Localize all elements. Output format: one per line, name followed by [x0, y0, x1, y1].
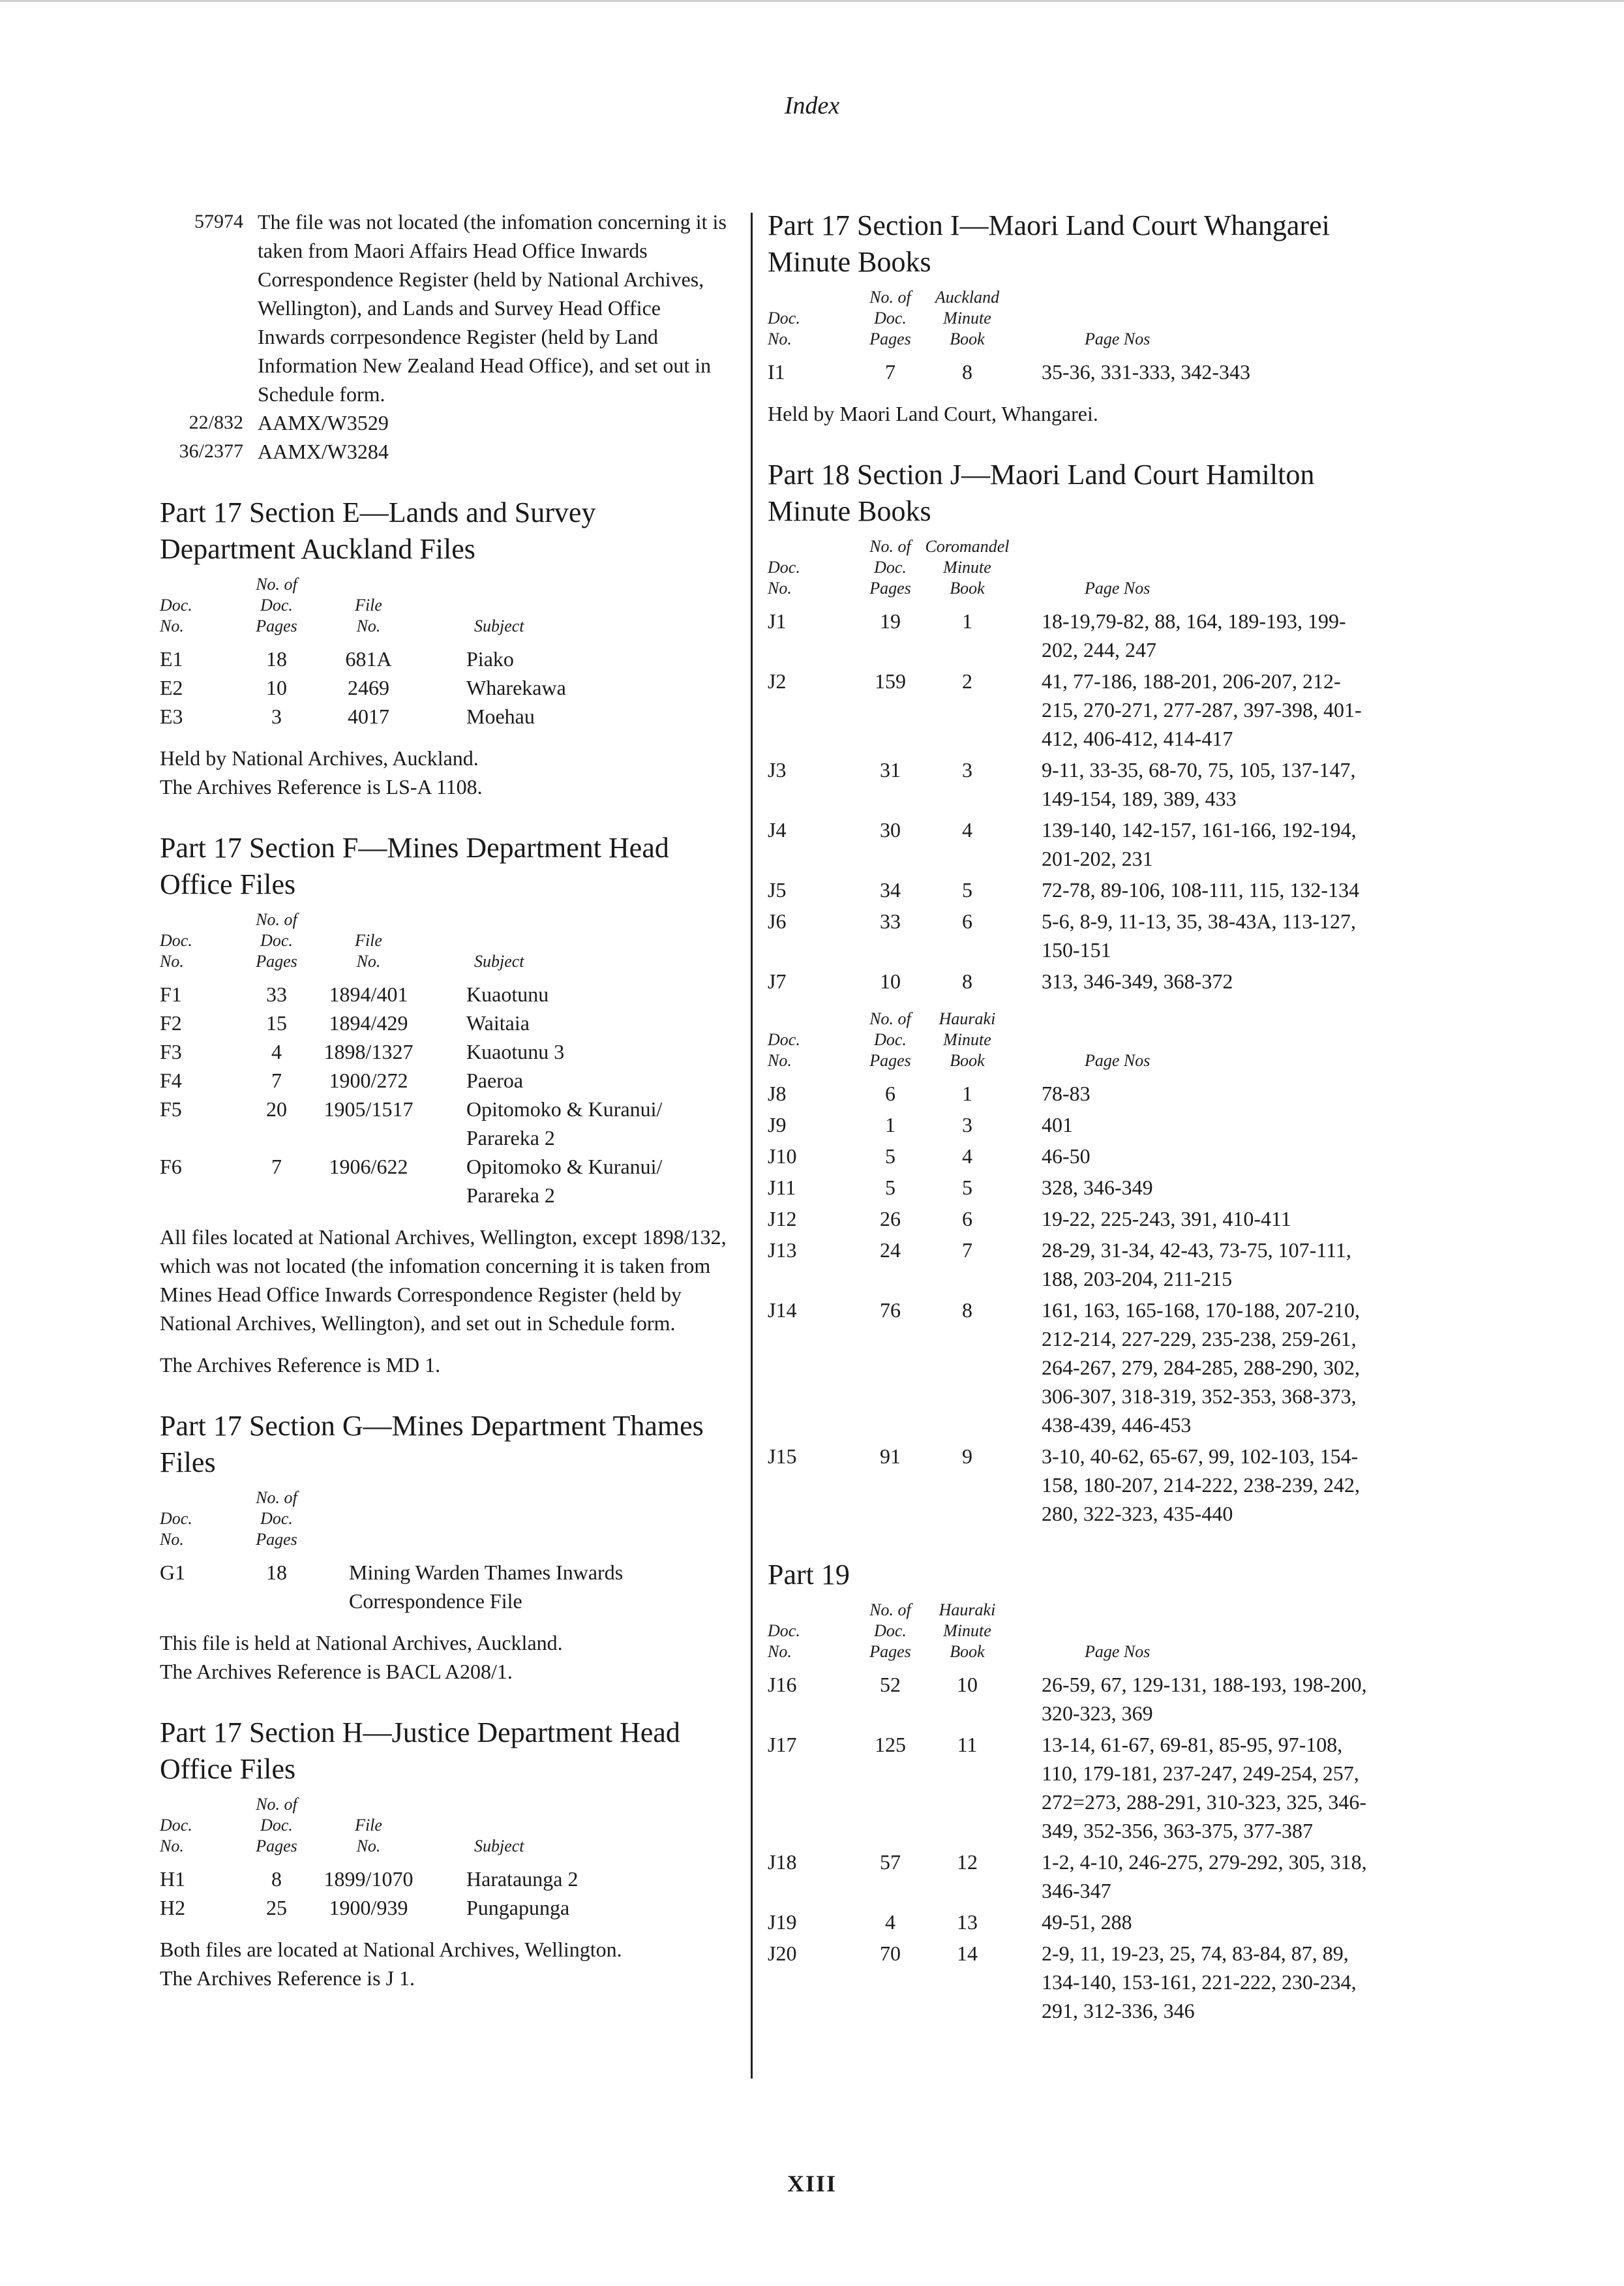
table-cell: 70	[880, 1942, 901, 1965]
table-cell: 19-22, 225-243, 391, 410-411	[1042, 1207, 1291, 1230]
table-cell: J12	[768, 1207, 797, 1230]
table-cell: 30	[880, 818, 901, 842]
table-cell: Piako	[466, 647, 514, 671]
section-note: Held by Maori Land Court, Whangarei.	[768, 402, 1098, 425]
table-cell: 313, 346-349, 368-372	[1042, 969, 1233, 993]
table-cell: 18	[266, 1561, 287, 1584]
section-note: Held by National Archives, Auckland. The Archives Reference is LS-A 1108.	[160, 746, 483, 799]
table-header	[768, 1600, 1368, 1662]
table-cell: 1905/1517	[323, 1097, 414, 1121]
table-cell: J7	[768, 969, 787, 993]
section	[160, 830, 727, 1379]
table-cell: 7	[962, 1238, 972, 1262]
table-cell: 4	[962, 1144, 972, 1168]
intro-entry	[160, 408, 727, 437]
table-cell: 5	[962, 878, 972, 902]
right-column	[768, 207, 1368, 2028]
section-note: This file is held at National Archives, Auckland. The Archives Reference is BACL A208/1.	[160, 1631, 563, 1683]
table-cell: 18	[266, 647, 287, 671]
minute-book-table	[768, 536, 1368, 996]
section-title: Part 18 Section J—Maori Land Court Hamilton Minute Books	[768, 459, 1315, 527]
table-row	[160, 1558, 727, 1615]
table-cell: 4	[271, 1040, 282, 1063]
table-cell: J4	[768, 818, 787, 842]
table-row	[768, 1730, 1368, 1845]
table-cell: 91	[880, 1444, 901, 1468]
table-cell: 11	[957, 1733, 978, 1756]
table-cell: J10	[768, 1144, 797, 1168]
table-header	[768, 536, 1368, 599]
column-header: Hauraki Minute Book	[939, 1009, 996, 1070]
table-cell: F4	[160, 1069, 182, 1092]
table-row	[768, 815, 1368, 873]
column-header: File No.	[355, 931, 382, 971]
section-title: Part 17 Section H—Justice Department Head Office Files	[160, 1716, 680, 1785]
section-note: All files located at National Archives, Wellington, except 1898/132, which was not located (the infomation concerning it is taken from Mines Head Office Inwards Correspondence Register (held by National Archives, Wellington), and set out in Schedule form.	[160, 1225, 727, 1335]
table-cell: 2469	[348, 676, 389, 699]
table-cell: 5	[885, 1176, 895, 1199]
column-header: Coromandel Minute Book	[925, 537, 1010, 598]
section	[768, 207, 1368, 428]
table-cell: J19	[768, 1910, 797, 1934]
table-cell: E2	[160, 676, 183, 699]
table-cell: 41, 77-186, 188-201, 206-207, 212-215, 270-271, 277-287, 397-398, 401-412, 406-412, 414-417	[1042, 669, 1362, 750]
table-cell: Moehau	[466, 705, 535, 728]
table-row	[768, 1939, 1368, 2025]
table-cell: F3	[160, 1040, 182, 1063]
table-cell: 3	[271, 705, 282, 728]
table-cell: 401	[1042, 1113, 1073, 1136]
table-cell: 25	[266, 1896, 287, 1919]
column-header: Page Nos	[1085, 1051, 1150, 1070]
column-header: Page Nos	[1085, 1642, 1150, 1661]
table-row	[768, 876, 1368, 904]
table-cell: 6	[962, 909, 972, 933]
table-row	[160, 1893, 727, 1922]
table-cell: E3	[160, 705, 183, 728]
table-row	[768, 1670, 1368, 1728]
table-cell: J20	[768, 1942, 797, 1965]
table-cell: 125	[875, 1733, 906, 1756]
table-cell: F6	[160, 1155, 182, 1178]
table-row	[160, 645, 727, 673]
table-cell: 1	[885, 1113, 895, 1136]
column-header: Doc. No.	[768, 309, 800, 348]
table-cell: J5	[768, 878, 787, 902]
table-cell: 7	[271, 1069, 282, 1092]
table-cell: J13	[768, 1238, 797, 1262]
table-cell: 1900/272	[329, 1069, 408, 1092]
table-cell: 8	[962, 360, 972, 384]
section	[768, 1557, 1368, 2025]
table-header	[160, 1487, 727, 1550]
table-row	[768, 907, 1368, 964]
table-row	[768, 1173, 1368, 1202]
table-cell: 3	[962, 758, 972, 782]
intro-text: AAMX/W3284	[258, 440, 389, 463]
table-row	[768, 667, 1368, 753]
section	[768, 457, 1368, 1528]
table-cell: H2	[160, 1896, 186, 1919]
table-cell: 4017	[348, 705, 389, 728]
table-cell: 34	[880, 878, 901, 902]
table-cell: 1898/1327	[323, 1040, 414, 1063]
table-row	[768, 1296, 1368, 1439]
section	[160, 1408, 727, 1686]
column-header: No. of Doc. Pages	[869, 1009, 911, 1070]
table-cell: 5	[962, 1176, 972, 1199]
table-cell: J9	[768, 1113, 787, 1136]
table-cell: 4	[962, 818, 972, 842]
table-header	[160, 574, 727, 637]
running-header: Index	[784, 92, 840, 119]
table-row	[768, 1110, 1368, 1139]
table-cell: 14	[957, 1942, 978, 1965]
intro-key: 36/2377	[179, 440, 243, 462]
table-cell: Waitaia	[466, 1011, 530, 1035]
table-cell: J16	[768, 1673, 797, 1696]
table-cell: Kuaotunu 3	[466, 1040, 565, 1063]
table-row	[768, 1204, 1368, 1233]
right-sections	[768, 207, 1368, 2025]
column-header: Doc. No.	[768, 1030, 800, 1070]
table-cell: Opitomoko & Kuranui/ Parareka 2	[466, 1097, 663, 1150]
table-cell: 33	[266, 983, 287, 1006]
minute-book-table	[768, 287, 1368, 386]
section	[160, 1714, 727, 1992]
table-cell: 159	[875, 669, 906, 693]
table-cell: 3	[962, 1113, 972, 1136]
table-header	[160, 909, 727, 972]
table-cell: 2	[962, 669, 972, 693]
table-row	[160, 1152, 727, 1210]
table-cell: 24	[880, 1238, 901, 1262]
table-cell: 20	[266, 1097, 287, 1121]
column-header: Page Nos	[1085, 579, 1150, 598]
table-cell: 12	[957, 1850, 978, 1874]
intro-entry	[160, 207, 727, 408]
column-header: Subject	[474, 1836, 524, 1855]
table-cell: J2	[768, 669, 787, 693]
table-cell: 10	[957, 1673, 978, 1696]
left-sections	[160, 495, 727, 1992]
column-header: No. of Doc. Pages	[256, 1795, 297, 1855]
table-row	[160, 1865, 727, 1893]
table-cell: 5-6, 8-9, 11-13, 35, 38-43A, 113-127, 150-151	[1042, 909, 1357, 962]
table-row	[768, 358, 1368, 386]
table-row	[768, 607, 1368, 664]
section-title: Part 17 Section I—Maori Land Court Whangarei Minute Books	[768, 209, 1330, 278]
table-cell: 6	[962, 1207, 972, 1230]
table-cell: Paeroa	[466, 1069, 524, 1092]
minute-book-table	[768, 1600, 1368, 2025]
left-column	[160, 207, 727, 1992]
table-cell: 26-59, 67, 129-131, 188-193, 198-200, 320-323, 369	[1042, 1673, 1367, 1725]
table-cell: E1	[160, 647, 183, 671]
page-top-edge	[0, 0, 1624, 2]
table-cell: Mining Warden Thames Inwards Correspondence File	[349, 1561, 624, 1613]
table-cell: 13-14, 61-67, 69-81, 85-95, 97-108, 110, 179-181, 237-247, 249-254, 257, 272=273, 288-291, 310-323, 325, 346-349, 352-356, 363-375, 377-387	[1042, 1733, 1367, 1842]
section-title: Part 17 Section G—Mines Department Thames Files	[160, 1410, 704, 1478]
column-header: File No.	[355, 1816, 382, 1855]
table-header	[768, 287, 1368, 350]
column-header: Subject	[474, 952, 524, 971]
table-cell: 78-83	[1042, 1082, 1090, 1105]
column-header: No. of Doc. Pages	[869, 288, 911, 348]
table-cell: 1	[962, 609, 972, 633]
table-cell: 1	[962, 1082, 972, 1105]
column-header: No. of Doc. Pages	[256, 1488, 297, 1549]
table-cell: 2-9, 11, 19-23, 25, 74, 83-84, 87, 89, 134-140, 153-161, 221-222, 230-234, 291, 312-336, 346	[1042, 1942, 1357, 2022]
table-cell: 1906/622	[329, 1155, 408, 1178]
column-header: Doc. No.	[160, 596, 192, 635]
table-cell: 18-19,79-82, 88, 164, 189-193, 199-202, 244, 247	[1042, 609, 1346, 662]
table-row	[160, 702, 727, 731]
table-cell: J14	[768, 1298, 797, 1322]
table-cell: 8	[962, 969, 972, 993]
table-cell: 10	[880, 969, 901, 993]
column-header: Doc. No.	[160, 1816, 192, 1855]
table-row	[160, 1066, 727, 1095]
intro-notes	[160, 207, 727, 466]
table-cell: 8	[962, 1298, 972, 1322]
column-header: Subject	[474, 617, 524, 635]
table-cell: 7	[885, 360, 895, 384]
column-header: Doc. No.	[160, 1509, 192, 1549]
table-cell: 8	[271, 1867, 282, 1891]
table-cell: 49-51, 288	[1042, 1910, 1132, 1934]
table-row	[160, 1037, 727, 1066]
table-cell: J3	[768, 758, 787, 782]
table-cell: Harataunga 2	[466, 1867, 579, 1891]
table-row	[768, 1236, 1368, 1293]
table-cell: 1894/401	[329, 983, 408, 1006]
intro-key: 57974	[194, 211, 243, 232]
section-note: Both files are located at National Archives, Wellington. The Archives Reference is J 1.	[160, 1938, 622, 1990]
section-title: Part 17 Section E—Lands and Survey Department Auckland Files	[160, 496, 596, 565]
table-cell: 9-11, 33-35, 68-70, 75, 105, 137-147, 149-154, 189, 389, 433	[1042, 758, 1356, 810]
table-cell: H1	[160, 1867, 186, 1891]
table-cell: F2	[160, 1011, 182, 1035]
table-cell: 6	[885, 1082, 895, 1105]
table-cell: 19	[880, 609, 901, 633]
table-cell: J8	[768, 1082, 787, 1105]
table-cell: 57	[880, 1850, 901, 1874]
intro-entry	[160, 437, 727, 466]
table-cell: 1-2, 4-10, 246-275, 279-292, 305, 318, 346-347	[1042, 1850, 1367, 1902]
table-cell: F1	[160, 983, 182, 1006]
intro-text: The file was not located (the infomation concerning it is taken from Maori Affairs Head Office Inwards Correspondence Register (held by National Archives, Wellington), and Lands and Survey Head Office Inwards corrpesondence Register (held by Land Information New Zealand Head Office), and set out in Schedule form.	[258, 210, 727, 406]
table-cell: 681A	[345, 647, 392, 671]
table-cell: 328, 346-349	[1042, 1176, 1153, 1199]
column-header: No. of Doc. Pages	[869, 1600, 911, 1661]
table-header	[160, 1794, 727, 1857]
table-cell: 35-36, 331-333, 342-343	[1042, 360, 1250, 384]
column-header: No. of Doc. Pages	[256, 910, 297, 971]
table-row	[768, 755, 1368, 813]
table-cell: 1899/1070	[323, 1867, 414, 1891]
section	[160, 495, 727, 801]
table-cell: J18	[768, 1850, 797, 1874]
column-header: Doc. No.	[160, 931, 192, 971]
table-row	[160, 1095, 727, 1152]
table-cell: 10	[266, 676, 287, 699]
column-header: Doc. No.	[768, 1621, 800, 1661]
table-cell: J6	[768, 909, 787, 933]
column-header: Doc. No.	[768, 558, 800, 598]
column-header: No. of Doc. Pages	[256, 575, 297, 635]
table-cell: Opitomoko & Kuranui/ Parareka 2	[466, 1155, 663, 1207]
intro-key: 22/832	[188, 412, 243, 433]
table-cell: 5	[885, 1144, 895, 1168]
column-header: Hauraki Minute Book	[939, 1600, 996, 1661]
table-cell: J17	[768, 1733, 797, 1756]
page-number: XIII	[787, 2171, 837, 2197]
table-cell: Pungapunga	[466, 1896, 570, 1919]
table-cell: J1	[768, 609, 787, 633]
table-cell: 1894/429	[329, 1011, 408, 1035]
table-cell: 161, 163, 165-168, 170-188, 207-210, 212-214, 227-229, 235-238, 259-261, 264-267, 279, 284-285, 288-290, 302, 306-307, 318-319, 352-353, 368-373, 438-439, 446-453	[1042, 1298, 1360, 1437]
table-cell: F5	[160, 1097, 182, 1121]
table-cell: Wharekawa	[466, 676, 566, 699]
table-cell: 28-29, 31-34, 42-43, 73-75, 107-111, 188, 203-204, 211-215	[1042, 1238, 1351, 1290]
table-cell: 1900/939	[329, 1896, 408, 1919]
minute-book-table	[768, 1009, 1368, 1528]
table-cell: I1	[768, 360, 785, 384]
table-cell: J15	[768, 1444, 797, 1468]
table-cell: 52	[880, 1673, 901, 1696]
column-header: Page Nos	[1085, 329, 1150, 348]
table-cell: 46-50	[1042, 1144, 1090, 1168]
table-cell: Kuaotunu	[466, 983, 549, 1006]
table-cell: 139-140, 142-157, 161-166, 192-194, 201-202, 231	[1042, 818, 1357, 870]
table-cell: G1	[160, 1561, 186, 1584]
intro-text: AAMX/W3529	[258, 411, 389, 434]
table-cell: 9	[962, 1444, 972, 1468]
table-cell: 15	[266, 1011, 287, 1035]
table-cell: 72-78, 89-106, 108-111, 115, 132-134	[1042, 878, 1360, 902]
table-header	[768, 1009, 1368, 1071]
table-cell: 3-10, 40-62, 65-67, 99, 102-103, 154-158, 180-207, 214-222, 238-239, 242, 280, 322-323, 435-440	[1042, 1444, 1360, 1525]
table-row	[768, 1848, 1368, 1905]
table-row	[768, 1442, 1368, 1528]
table-row	[768, 967, 1368, 996]
column-header: Auckland Minute Book	[935, 288, 1000, 348]
table-cell: 31	[880, 758, 901, 782]
table-row	[160, 673, 727, 702]
table-row	[768, 1908, 1368, 1936]
table-row	[160, 980, 727, 1009]
table-cell: 76	[880, 1298, 901, 1322]
table-cell: 7	[271, 1155, 282, 1178]
column-header: No. of Doc. Pages	[869, 537, 911, 598]
section-title: Part 19	[768, 1559, 850, 1591]
table-row	[768, 1079, 1368, 1108]
table-row	[160, 1009, 727, 1037]
table-cell: 26	[880, 1207, 901, 1230]
table-cell: 4	[885, 1910, 895, 1934]
table-cell: 13	[957, 1910, 978, 1934]
column-header: File No.	[355, 596, 382, 635]
section-title: Part 17 Section F—Mines Department Head Office Files	[160, 832, 669, 900]
table-row	[768, 1142, 1368, 1170]
table-cell: 33	[880, 909, 901, 933]
column-divider	[751, 213, 753, 2079]
table-cell: J11	[768, 1176, 796, 1199]
section-note: The Archives Reference is MD 1.	[160, 1353, 441, 1377]
